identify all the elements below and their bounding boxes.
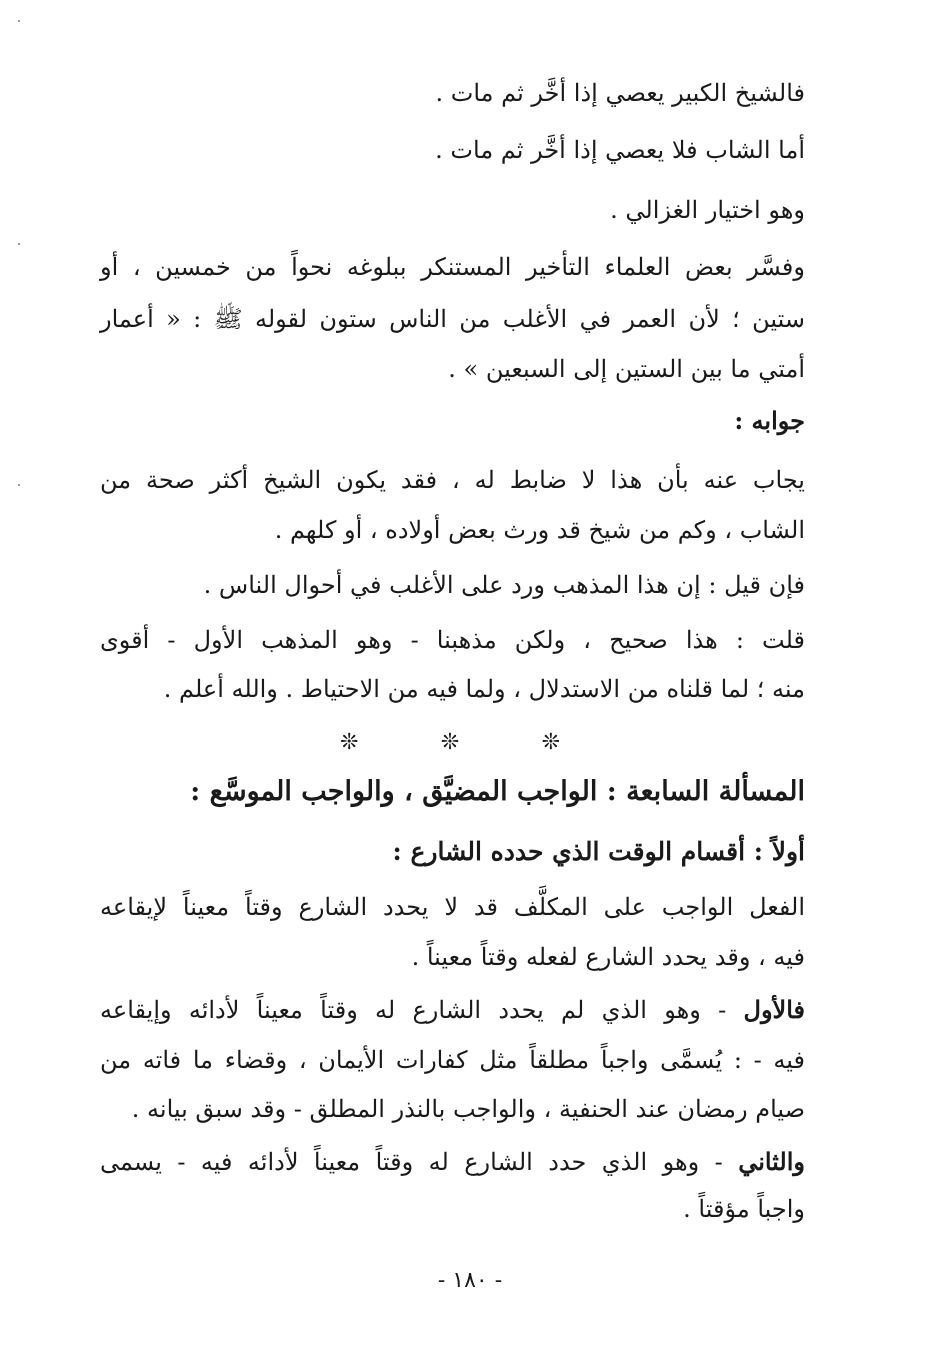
text-line: فالشيخ الكبير يعصي إذا أخَّر ثم مات . (435, 79, 805, 107)
scan-speck (18, 20, 20, 22)
separator-star-icon: ❊ (440, 730, 460, 755)
page-number: - ١٨٠ - (437, 1268, 503, 1293)
text-line: وهو اختيار الغزالي . (610, 196, 805, 224)
text-line: وفسَّر بعض العلماء التأخير المستنكر ببلوغه نحواً من خمسين ، أو (100, 253, 805, 281)
scan-speck (18, 484, 20, 486)
text-line: فيه - : يُسمَّى واجباً مطلقاً مثل كفارات الأيمان ، وقضاء ما فاته من (100, 1046, 805, 1074)
text-line: يجاب عنه بأن هذا لا ضابط له ، فقد يكون الشيخ أكثر صحة من (100, 466, 805, 494)
line-rest: - وهو الذي حدد الشارع له وقتاً معيناً لأدائه فيه - يسمى (100, 1148, 723, 1176)
scan-speck (18, 243, 20, 245)
text-line: قلت : هذا صحيح ، ولكن مذهبنا - وهو المذهب الأول - أقوى (100, 626, 805, 654)
text-line: منه ؛ لما قلناه من الاستدلال ، ولما فيه من الاحتياط . والله أعلم . (163, 675, 805, 703)
text-line (100, 1145, 805, 1179)
text-line: صيام رمضان عند الحنفية ، والواجب بالنذر المطلق - وقد سبق بيانه . (131, 1095, 805, 1123)
answer-heading: جوابه : (734, 406, 805, 435)
text-line (100, 993, 805, 1027)
text-line: أمتي ما بين الستين إلى السبعين » . (448, 355, 805, 383)
line-rest: - وهو الذي لم يحدد الشارع له وقتاً معيناً لأدائه وإيقاعه (100, 996, 727, 1024)
section-title: المسألة السابعة : الواجب المضيَّق ، والواجب الموسَّع : (190, 776, 805, 807)
lead-word-first: فالأول (743, 995, 805, 1024)
section-separator (340, 728, 560, 758)
text-line: أما الشاب فلا يعصي إذا أخَّر ثم مات . (435, 136, 805, 164)
subsection-title: أولاً : أقسام الوقت الذي حدده الشارع : (392, 837, 805, 866)
text-line: فإن قيل : إن هذا المذهب ورد على الأغلب في أحوال الناس . (203, 571, 805, 599)
text-line: ستين ؛ لأن العمر في الأغلب من الناس ستون لقوله ﷺ : « أعمار (100, 305, 805, 333)
text-line: الفعل الواجب على المكلَّف قد لا يحدد الشارع وقتاً معيناً لإيقاعه (100, 893, 805, 921)
text-line: واجباً مؤقتاً . (683, 1195, 805, 1223)
separator-star-icon: ❊ (541, 730, 560, 755)
text-line: الشاب ، وكم من شيخ قد ورث بعض أولاده ، أو كلهم . (274, 516, 805, 544)
separator-star-icon: ❊ (340, 730, 359, 755)
text-line: فيه ، وقد يحدد الشارع لفعله وقتاً معيناً . (411, 943, 805, 971)
lead-word-second: والثاني (738, 1147, 805, 1176)
